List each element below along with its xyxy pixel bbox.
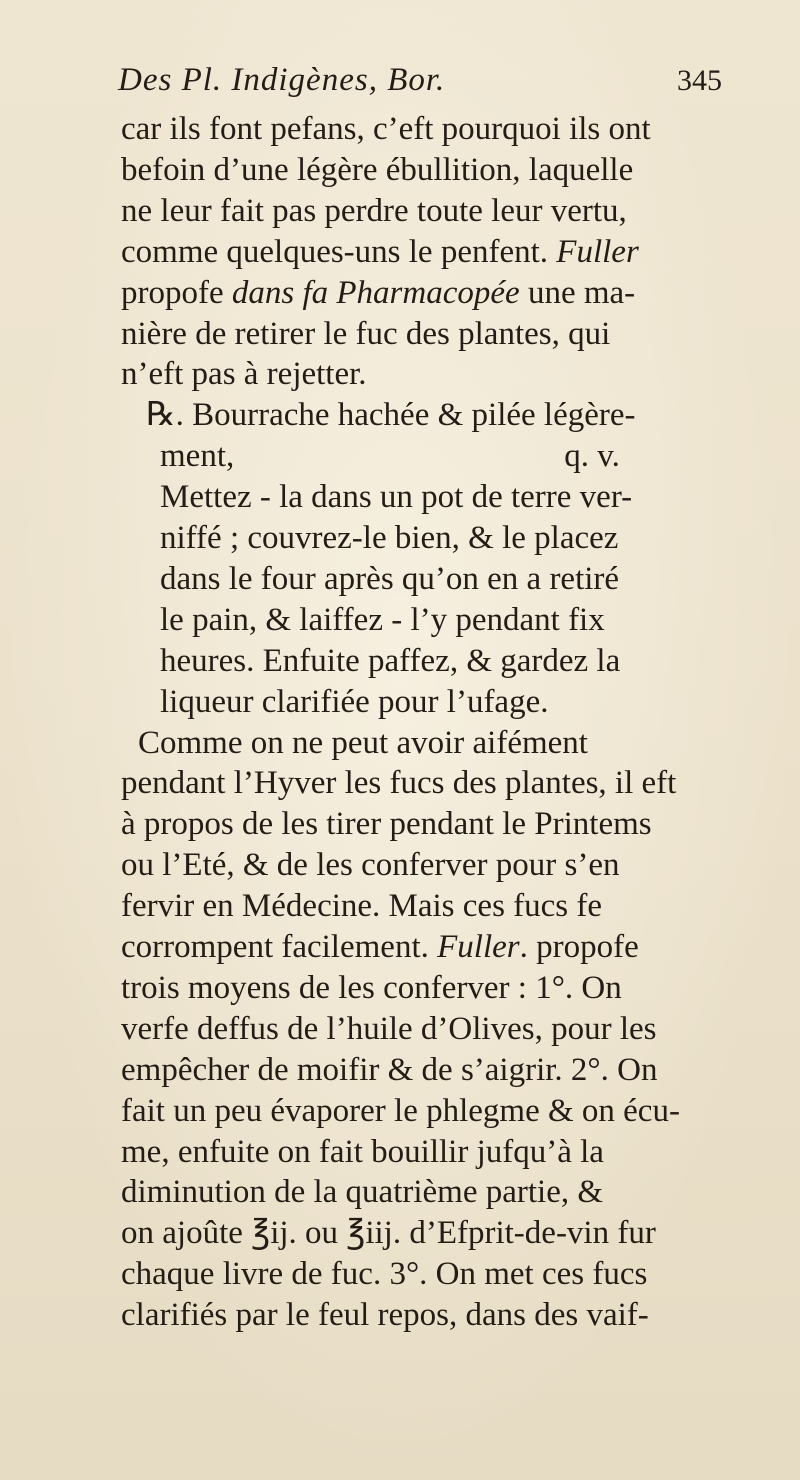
text-segment: empêcher de moifir & de s’aigrir. 2°. On bbox=[121, 1052, 658, 1088]
text-line bbox=[121, 969, 622, 1007]
text-segment: fait un peu évaporer le phlegme & on écu- bbox=[121, 1093, 680, 1129]
text-line bbox=[121, 355, 367, 393]
italic-text: Fuller bbox=[556, 234, 639, 270]
text-line bbox=[121, 233, 639, 271]
text-segment: niffé ; couvrez-le bien, & le placez bbox=[160, 520, 619, 556]
running-head bbox=[118, 62, 722, 102]
page-number: 345 bbox=[677, 64, 722, 97]
text-segment: diminution de la quatrième partie, & bbox=[121, 1174, 604, 1210]
text-segment: me, enfuite on fait bouillir jufqu’à la bbox=[121, 1134, 604, 1170]
text-line bbox=[160, 601, 605, 639]
text-line bbox=[121, 928, 639, 966]
text-line bbox=[160, 437, 620, 475]
text-line bbox=[121, 315, 610, 353]
text-line bbox=[121, 764, 676, 802]
text-segment: fervir en Médecine. Mais ces fucs fe bbox=[121, 888, 603, 924]
text-segment: befoin d’une légère ébullition, laquelle bbox=[121, 152, 634, 188]
text-segment: propofe bbox=[121, 275, 232, 311]
text-line bbox=[121, 274, 635, 312]
text-line bbox=[121, 1051, 657, 1089]
text-line bbox=[121, 1092, 680, 1130]
text-segment: à propos de les tirer pendant le Printems bbox=[121, 806, 652, 842]
text-segment: Comme on ne peut avoir aifément bbox=[138, 725, 588, 761]
text-segment: corrompent facilement. bbox=[121, 929, 438, 965]
text-segment: ne leur fait pas perdre toute leur vertu, bbox=[121, 193, 627, 229]
text-line bbox=[121, 1214, 656, 1252]
text-segment: comme quelques-uns le penfent. bbox=[121, 234, 557, 270]
italic-text: Fuller bbox=[437, 929, 520, 965]
text-segment: verfe deffus de l’huile d’Olives, pour les bbox=[121, 1011, 657, 1047]
text-line bbox=[160, 560, 619, 598]
text-segment: dans le four après qu’on en a retiré bbox=[160, 561, 620, 597]
text-segment: ou l’Eté, & de les conferver pour s’en bbox=[121, 847, 620, 883]
text-segment: nière de retirer le fuc des plantes, qui bbox=[121, 316, 611, 352]
text-line bbox=[160, 519, 618, 557]
text-line bbox=[121, 846, 619, 884]
text-line bbox=[121, 1010, 656, 1048]
text-segment: liqueur clarifiée pour l’ufage. bbox=[160, 684, 549, 720]
text-line bbox=[121, 1296, 649, 1334]
text-segment: car ils font pefans, c’eft pourquoi ils ont bbox=[121, 111, 651, 147]
text-line bbox=[121, 110, 651, 148]
text-line bbox=[160, 478, 632, 516]
text-segment: on ajoûte ℥ij. ou ℥iij. d’Efprit-de-vin fur bbox=[121, 1215, 656, 1251]
text-line bbox=[121, 1173, 603, 1211]
text-segment: le pain, & laiffez - l’y pendant fix bbox=[160, 602, 605, 638]
text-line bbox=[121, 1133, 604, 1171]
text-segment: une ma- bbox=[519, 275, 636, 311]
text-segment: ℞. Bourrache hachée & pilée légère- bbox=[146, 397, 636, 433]
text-segment: clarifiés par le feul repos, dans des vaif- bbox=[121, 1297, 649, 1333]
text-line bbox=[121, 151, 633, 189]
text-line bbox=[121, 887, 602, 925]
text-line bbox=[160, 683, 548, 721]
text-line bbox=[121, 192, 627, 230]
text-line bbox=[121, 805, 652, 843]
running-head-title: Des Pl. Indigènes, Bor. bbox=[118, 62, 446, 98]
text-segment: trois moyens de les conferver : 1°. On bbox=[121, 970, 622, 1006]
text-line bbox=[146, 396, 636, 434]
text-segment: pendant l’Hyver les fucs des plantes, il eft bbox=[121, 765, 677, 801]
text-segment: n’eft pas à rejetter. bbox=[121, 356, 367, 392]
italic-text: dans fa Pharmacopée bbox=[231, 275, 520, 311]
text-segment: heures. Enfuite paffez, & gardez la bbox=[160, 643, 621, 679]
text-segment: Mettez - la dans un pot de terre ver- bbox=[160, 479, 633, 515]
text-segment: ment, bbox=[160, 438, 235, 474]
text-segment: q. v. bbox=[564, 438, 620, 474]
text-line bbox=[121, 1255, 647, 1293]
text-segment: chaque livre de fuc. 3°. On met ces fucs bbox=[121, 1256, 648, 1292]
text-segment: . propofe bbox=[519, 929, 639, 965]
text-line bbox=[138, 724, 588, 762]
text-line bbox=[160, 642, 620, 680]
